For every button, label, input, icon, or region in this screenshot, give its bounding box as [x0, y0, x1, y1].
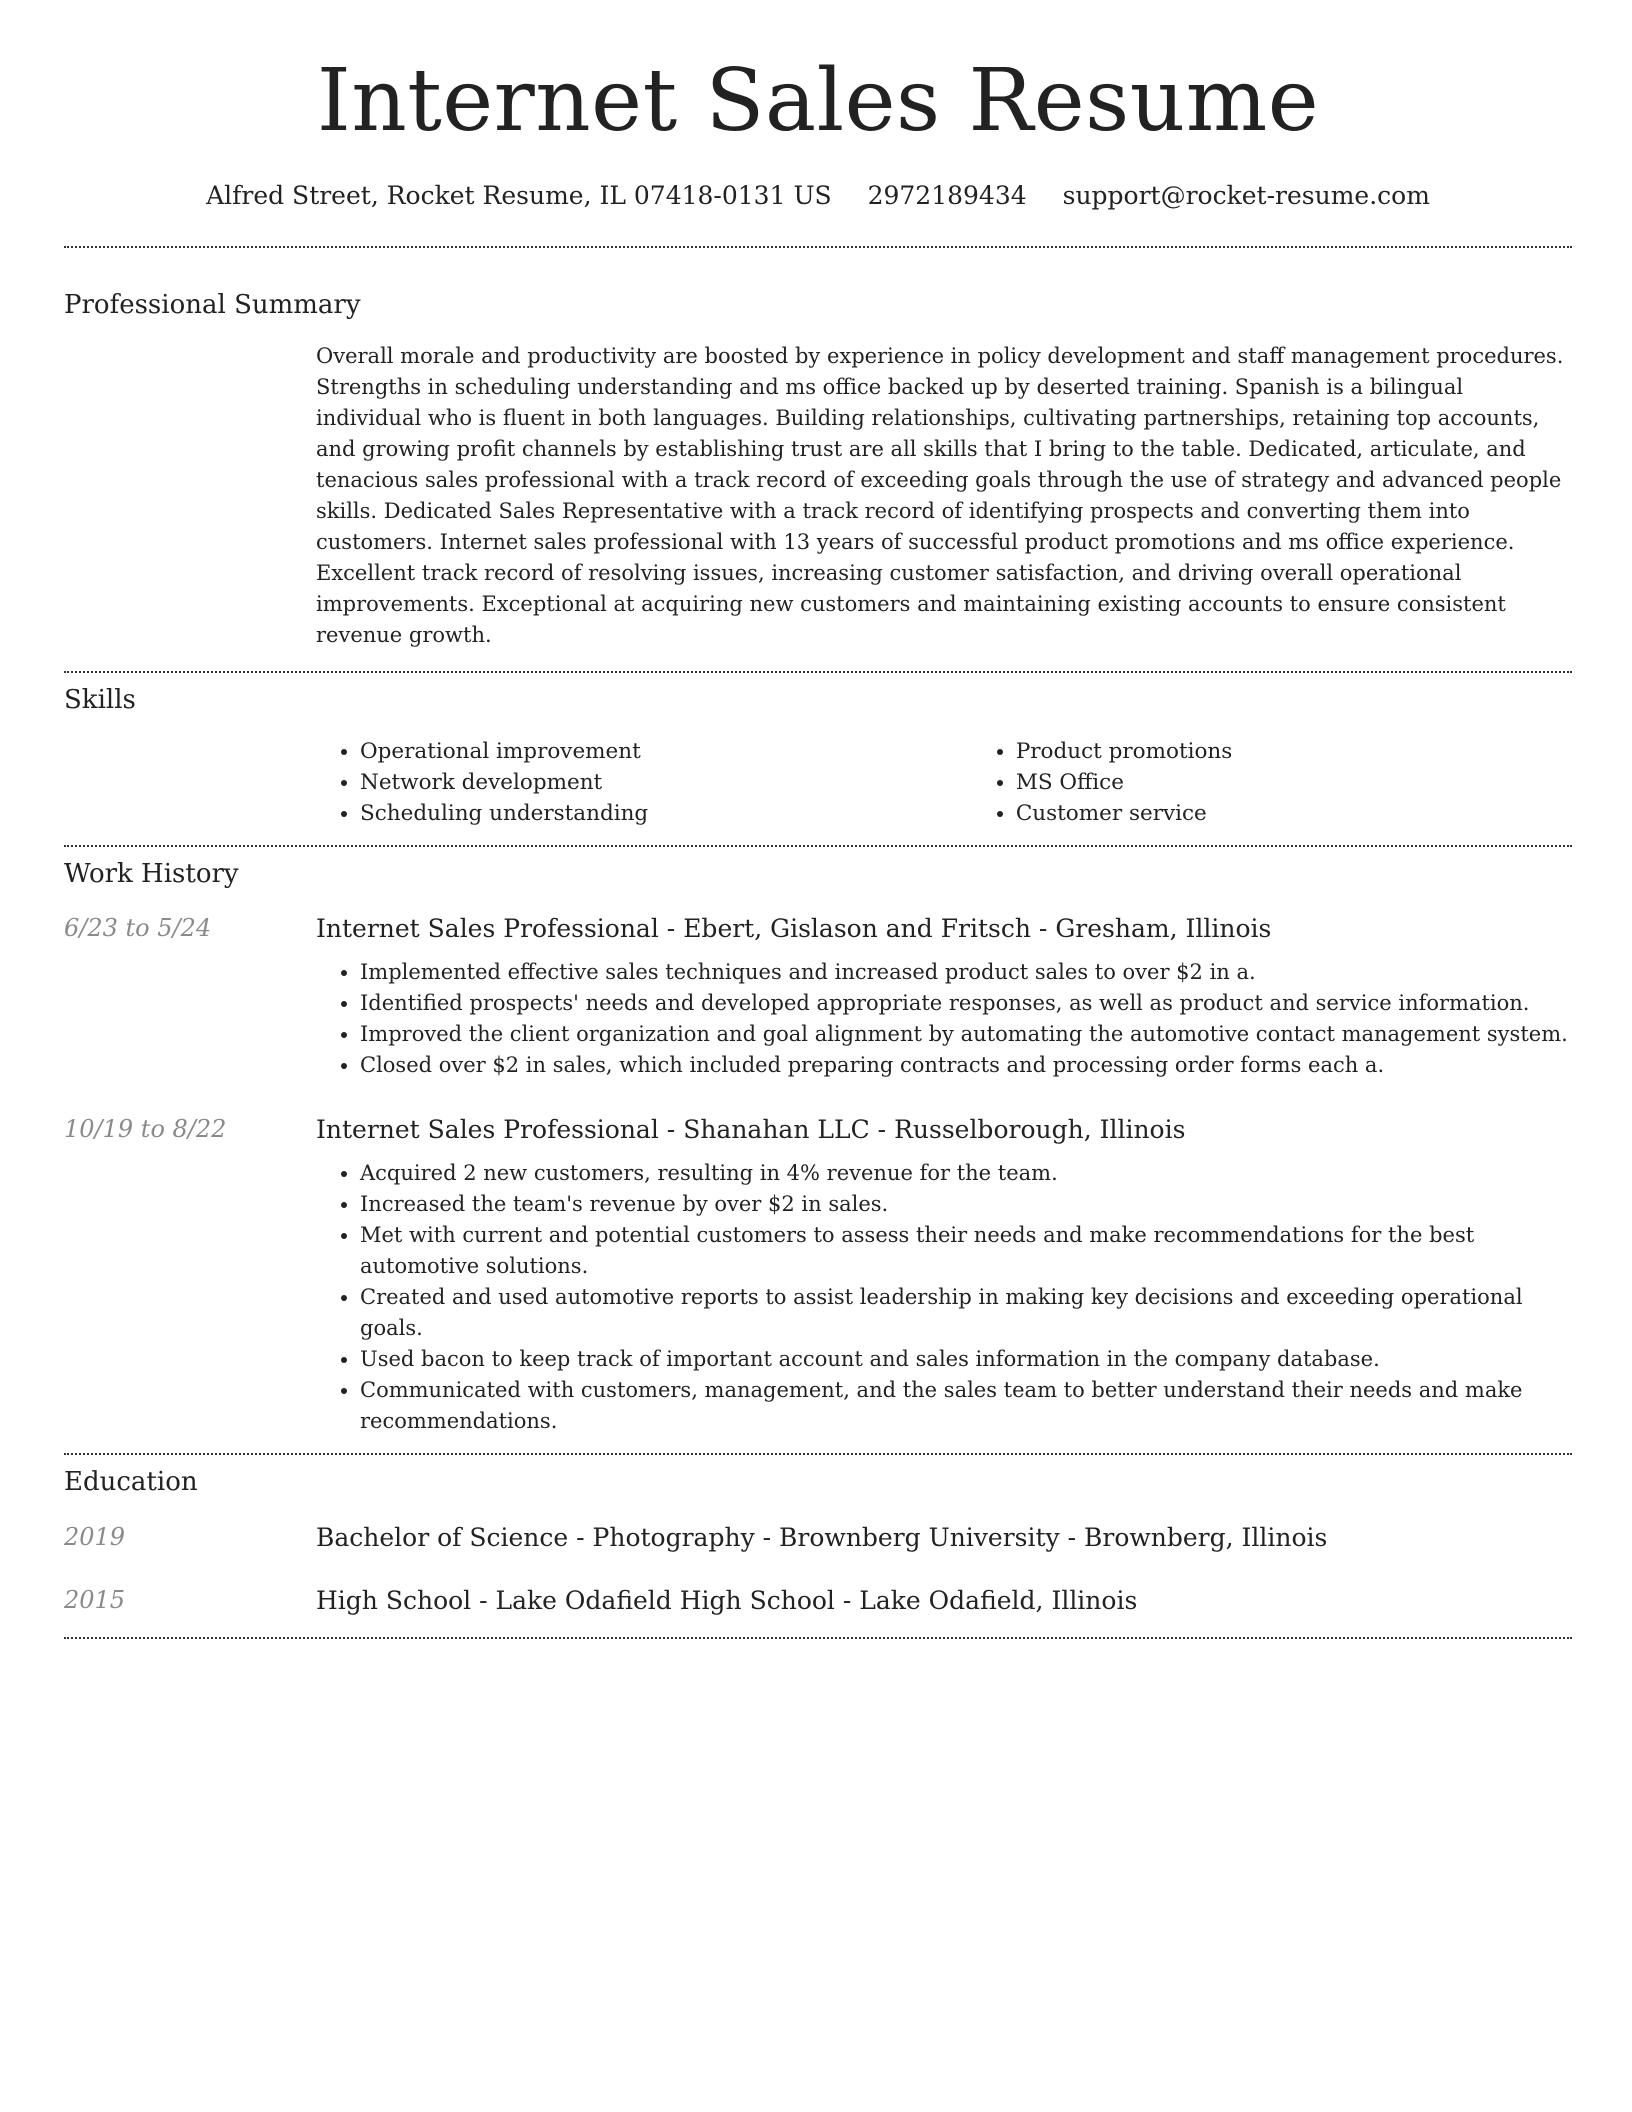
skill-item: • Customer service — [1016, 798, 1572, 829]
job-entry — [64, 1115, 1572, 1437]
job-company: Ebert, Gislason and Fritsch — [683, 914, 1031, 944]
job-bullet: • Closed over $2 in sales, which included preparing contracts and processing order forms each a. — [360, 1050, 1572, 1081]
job-body — [316, 1115, 1572, 1437]
summary-text: Overall morale and productivity are boosted by experience in policy development and staff management procedures. Strengths in scheduling understanding and ms office backed up by deserted training. Spanish is a bilingual individual who is fluent in both languages. Building relationships, cultivating partnerships, retaining top accounts, and growing profit channels by establishing trust are all skills that I bring to the table. Dedicated, articulate, and tenacious sales professional with a track record of exceeding goals through the use of strategy and advanced people skills. Dedicated Sales Representative with a track record of identifying prospects and converting them into customers. Internet sales professional with 13 years of successful product promotions and ms office experience. Excellent track record of resolving issues, increasing customer satisfaction, and driving overall operational improvements. Exceptional at acquiring new customers and maintaining existing accounts to ensure consistent revenue growth. — [316, 344, 1564, 648]
job-bullets — [316, 957, 1572, 1081]
work-heading: Work History — [64, 859, 239, 890]
education-school: Brownberg University — [779, 1522, 1060, 1552]
job-date: 10/19 to 8/22 — [64, 1115, 227, 1144]
contact-address: Alfred Street, Rocket Resume, IL 07418-0131 US — [206, 180, 832, 210]
work-section — [64, 859, 1572, 1437]
job-bullet: • Used bacon to keep track of important account and sales information in the company database. — [360, 1344, 1572, 1375]
skills-list — [316, 736, 1572, 829]
separator: - — [754, 1522, 780, 1552]
resume-title: Internet Sales Resume — [316, 51, 1320, 151]
resume-page — [64, 0, 1572, 1639]
education-details — [316, 1586, 1137, 1615]
job-title: Internet Sales Professional — [316, 914, 659, 944]
education-school: Lake Odafield High School — [495, 1585, 835, 1615]
job-body — [316, 914, 1572, 1081]
job-bullet: • Communicated with customers, management, and the sales team to better understand their needs and make recommendations. — [360, 1375, 1572, 1437]
separator: - — [568, 1522, 593, 1552]
job-bullets — [316, 1158, 1572, 1437]
education-field: Photography — [592, 1522, 755, 1552]
job-bullet: • Improved the client organization and goal alignment by automating the automotive contact management system. — [360, 1019, 1572, 1050]
job-company: Shanahan LLC — [683, 1115, 870, 1145]
education-year: 2015 — [64, 1585, 126, 1614]
divider — [64, 1637, 1572, 1639]
divider — [64, 671, 1572, 673]
job-location: Russelborough, Illinois — [894, 1115, 1186, 1145]
separator: - — [1030, 914, 1056, 944]
job-location: Gresham, Illinois — [1055, 914, 1272, 944]
education-section — [64, 1467, 1572, 1614]
education-entry — [64, 1586, 1572, 1615]
job-entry — [64, 914, 1572, 1081]
separator: - — [834, 1585, 860, 1615]
separator: - — [471, 1585, 496, 1615]
job-bullet: • Increased the team's revenue by over $2 in sales. — [360, 1189, 1572, 1220]
separator: - — [869, 1115, 895, 1145]
education-year: 2019 — [64, 1522, 126, 1551]
education-degree: High School — [316, 1585, 472, 1615]
skill-item: • Operational improvement — [360, 736, 972, 767]
skill-item: • Scheduling understanding — [360, 798, 972, 829]
job-title: Internet Sales Professional — [316, 1115, 659, 1145]
skills-section — [64, 685, 1572, 829]
education-degree: Bachelor of Science — [316, 1522, 569, 1552]
job-bullet: • Identified prospects' needs and developed appropriate responses, as well as product and service information. — [360, 988, 1572, 1019]
separator: - — [1059, 1522, 1084, 1552]
job-bullet: • Acquired 2 new customers, resulting in 4% revenue for the team. — [360, 1158, 1572, 1189]
divider — [64, 246, 1572, 248]
separator: - — [658, 1115, 684, 1145]
education-entry — [64, 1523, 1572, 1552]
summary-heading: Professional Summary — [64, 289, 361, 320]
education-location: Lake Odafield, Illinois — [859, 1585, 1138, 1615]
job-bullet: • Created and used automotive reports to assist leadership in making key decisions and exceeding operational goals. — [360, 1282, 1572, 1344]
education-heading: Education — [64, 1467, 198, 1498]
job-bullet: • Met with current and potential customers to assess their needs and make recommendations for the best automotive solutions. — [360, 1220, 1572, 1282]
separator: - — [658, 914, 684, 944]
contact-phone: 2972189434 — [867, 180, 1027, 210]
skill-item: • MS Office — [1016, 767, 1572, 798]
skill-item: • Network development — [360, 767, 972, 798]
job-heading — [316, 1115, 1572, 1144]
skills-column-left — [316, 736, 972, 829]
education-details — [316, 1523, 1327, 1552]
contact-email[interactable]: support@rocket-resume.com — [1062, 180, 1430, 210]
skills-heading: Skills — [64, 685, 136, 716]
summary-section — [64, 290, 1572, 651]
resume-header — [64, 52, 1572, 210]
job-bullet: • Implemented effective sales techniques and increased product sales to over $2 in a. — [360, 957, 1572, 988]
skill-item: • Product promotions — [1016, 736, 1572, 767]
divider — [64, 845, 1572, 847]
contact-line — [64, 181, 1572, 210]
divider — [64, 1453, 1572, 1455]
education-location: Brownberg, Illinois — [1084, 1522, 1328, 1552]
skills-column-right — [972, 736, 1572, 829]
job-heading — [316, 914, 1572, 943]
job-date: 6/23 to 5/24 — [64, 914, 212, 943]
